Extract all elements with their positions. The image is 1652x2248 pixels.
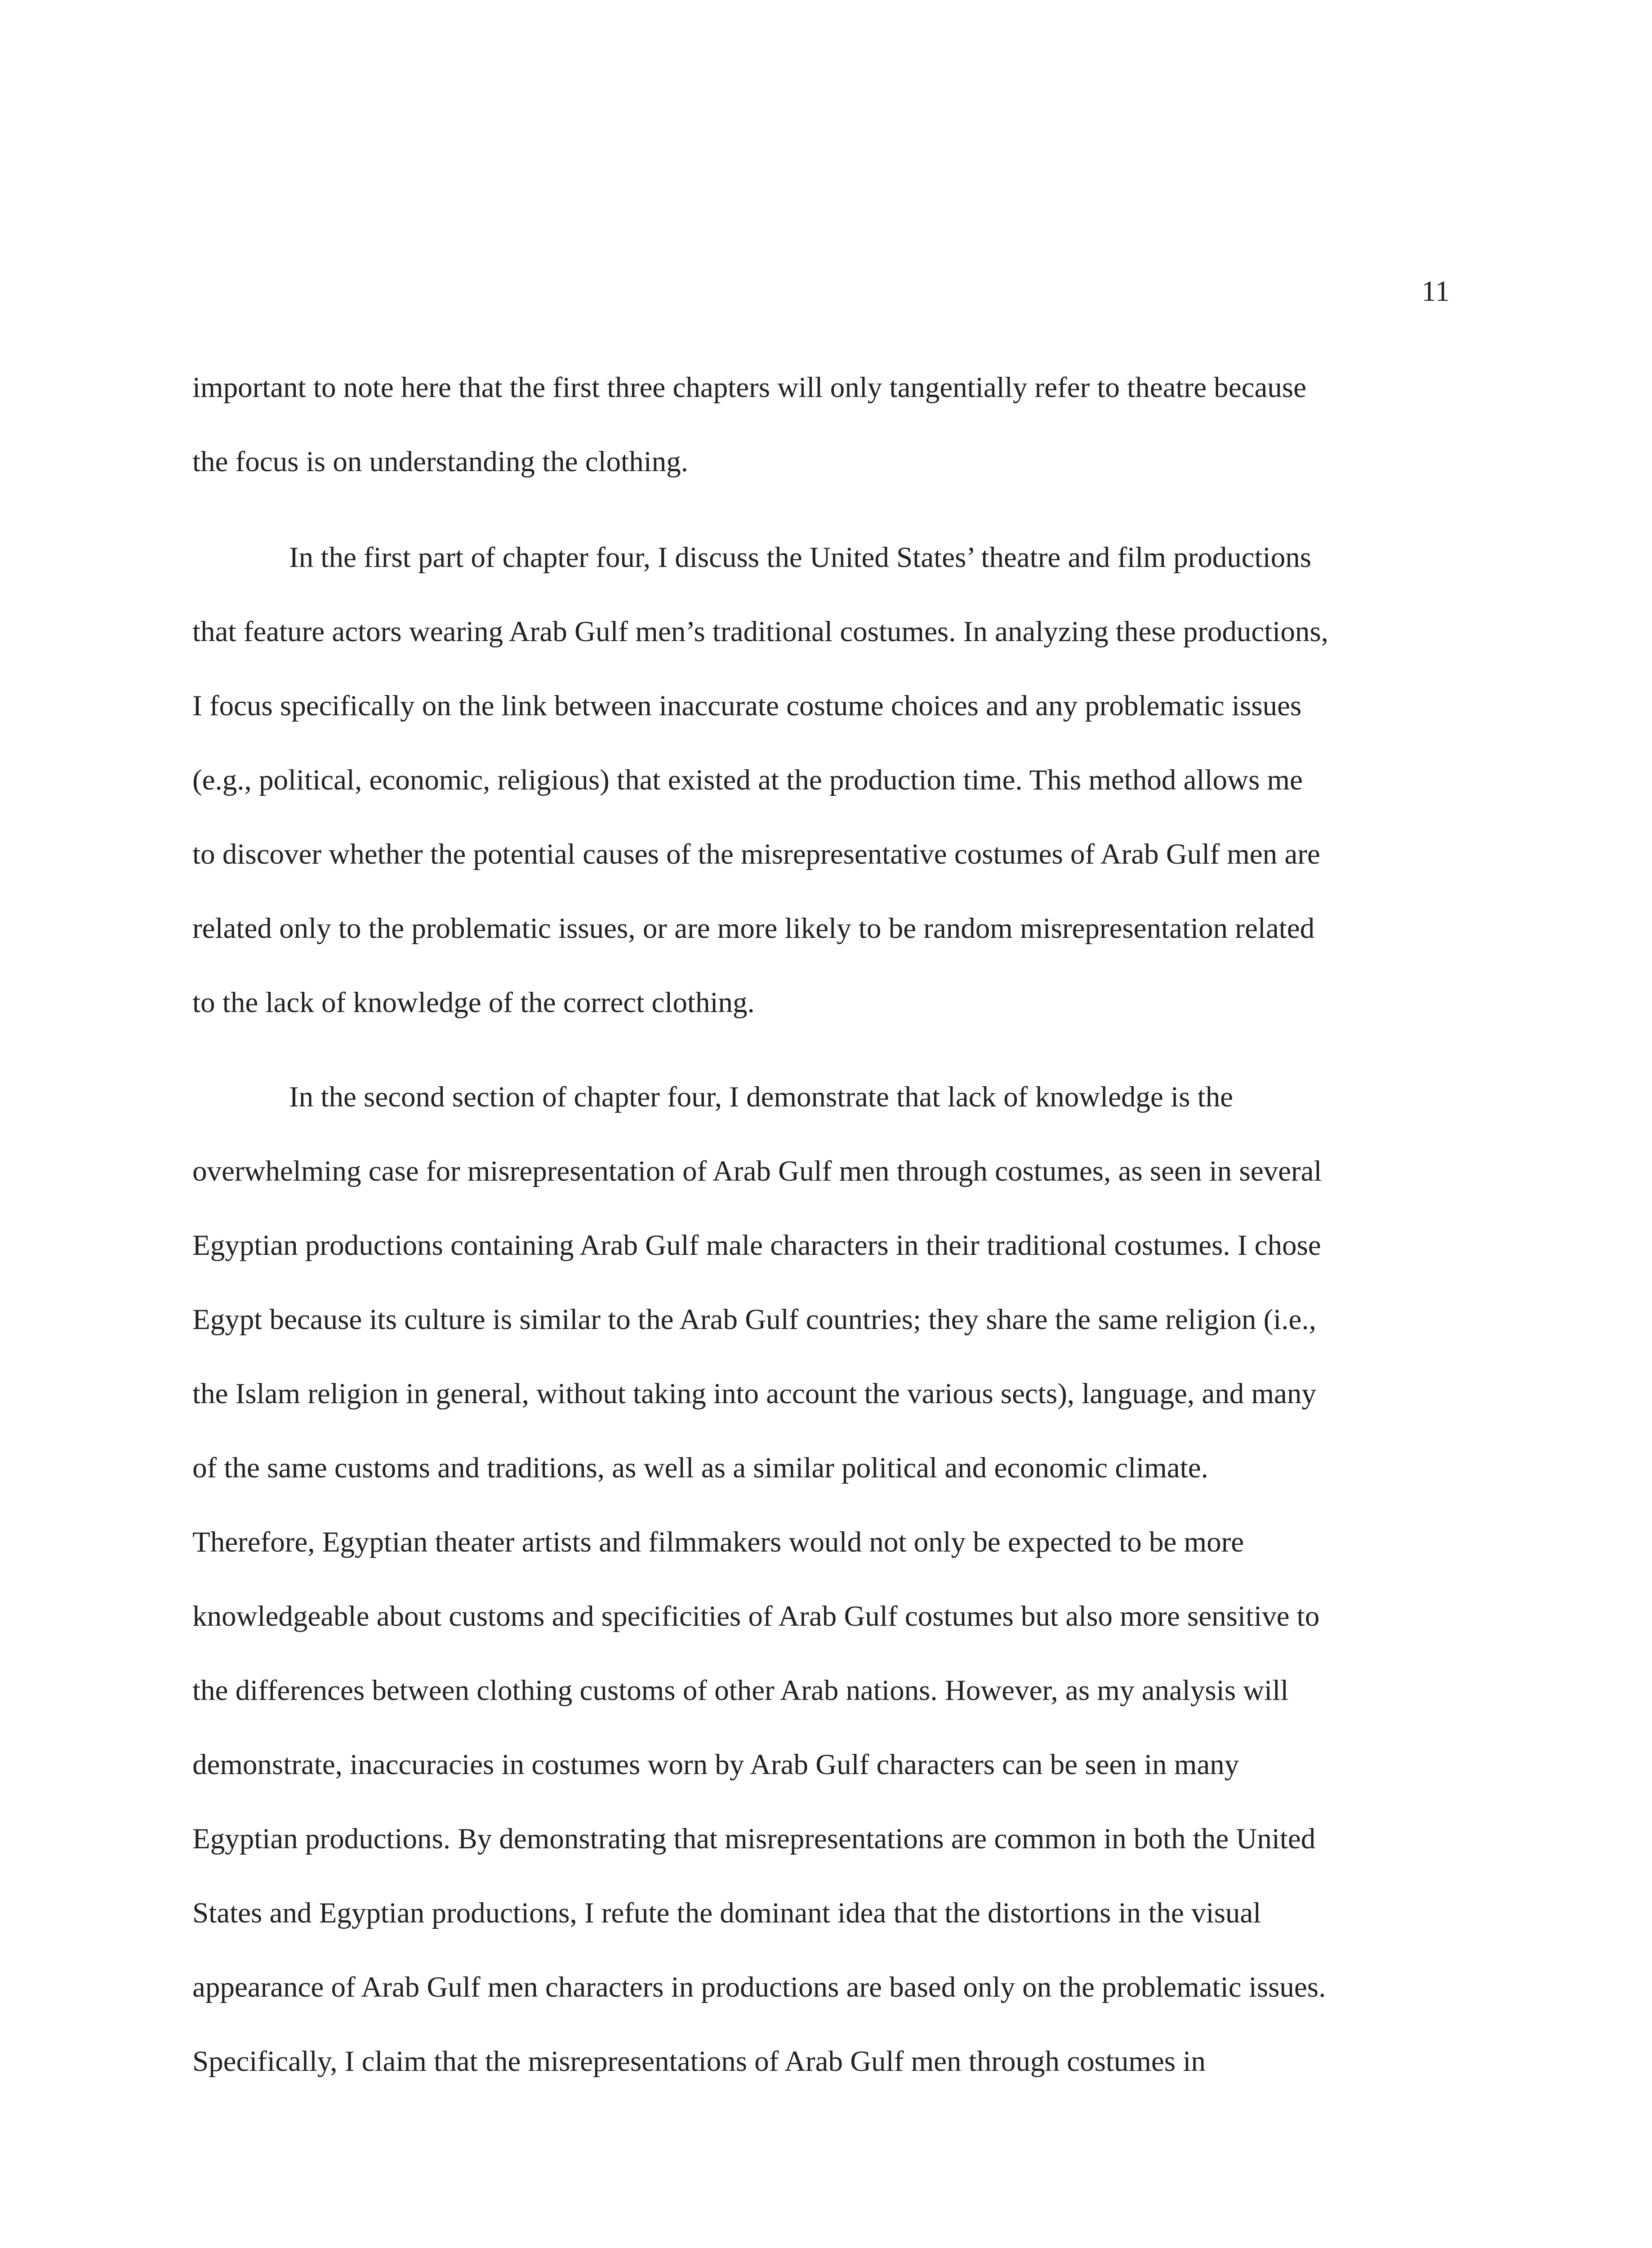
- text-line: to the lack of knowledge of the correct clothing.: [192, 986, 755, 1019]
- text-line: I focus specifically on the link between inaccurate costume choices and any problematic issues: [192, 690, 1302, 722]
- text-line: appearance of Arab Gulf men characters in productions are based only on the problematic issues.: [192, 1971, 1326, 2003]
- text-line: (e.g., political, economic, religious) that existed at the production time. This method allows me: [192, 764, 1303, 796]
- text-line: the differences between clothing customs of other Arab nations. However, as my analysis will: [192, 1674, 1289, 1707]
- text-line: knowledgeable about customs and specificities of Arab Gulf costumes but also more sensitive to: [192, 1600, 1320, 1632]
- text-line: of the same customs and traditions, as well as a similar political and economic climate.: [192, 1452, 1208, 1484]
- paragraph-first-line: In the second section of chapter four, I demonstrate that lack of knowledge is the: [289, 1081, 1233, 1113]
- text-line: Therefore, Egyptian theater artists and filmmakers would not only be expected to be more: [192, 1526, 1244, 1558]
- text-line: demonstrate, inaccuracies in costumes worn by Arab Gulf characters can be seen in many: [192, 1748, 1239, 1781]
- text-line: overwhelming case for misrepresentation of Arab Gulf men through costumes, as seen in several: [192, 1155, 1322, 1187]
- text-line: States and Egyptian productions, I refute the dominant idea that the distortions in the visual: [192, 1897, 1261, 1929]
- text-line: Egyptian productions. By demonstrating that misrepresentations are common in both the United: [192, 1823, 1316, 1855]
- page-number: 11: [1421, 275, 1450, 308]
- text-line: Egypt because its culture is similar to the Arab Gulf countries; they share the same religion (i.e.,: [192, 1303, 1316, 1336]
- text-line: Egyptian productions containing Arab Gulf male characters in their traditional costumes. I chose: [192, 1229, 1321, 1262]
- text-line: related only to the problematic issues, or are more likely to be random misrepresentation related: [192, 912, 1315, 945]
- text-line: the focus is on understanding the clothing.: [192, 446, 689, 478]
- text-line: Specifically, I claim that the misrepresentations of Arab Gulf men through costumes in: [192, 2045, 1206, 2078]
- text-line: the Islam religion in general, without taking into account the various sects), language, and many: [192, 1378, 1316, 1410]
- text-line: important to note here that the first three chapters will only tangentially refer to theatre because: [192, 371, 1307, 404]
- text-line: to discover whether the potential causes of the misrepresentative costumes of Arab Gulf men are: [192, 838, 1320, 870]
- text-line: that feature actors wearing Arab Gulf men’s traditional costumes. In analyzing these productions,: [192, 616, 1329, 648]
- paragraph-first-line: In the first part of chapter four, I discuss the United States’ theatre and film productions: [289, 541, 1312, 574]
